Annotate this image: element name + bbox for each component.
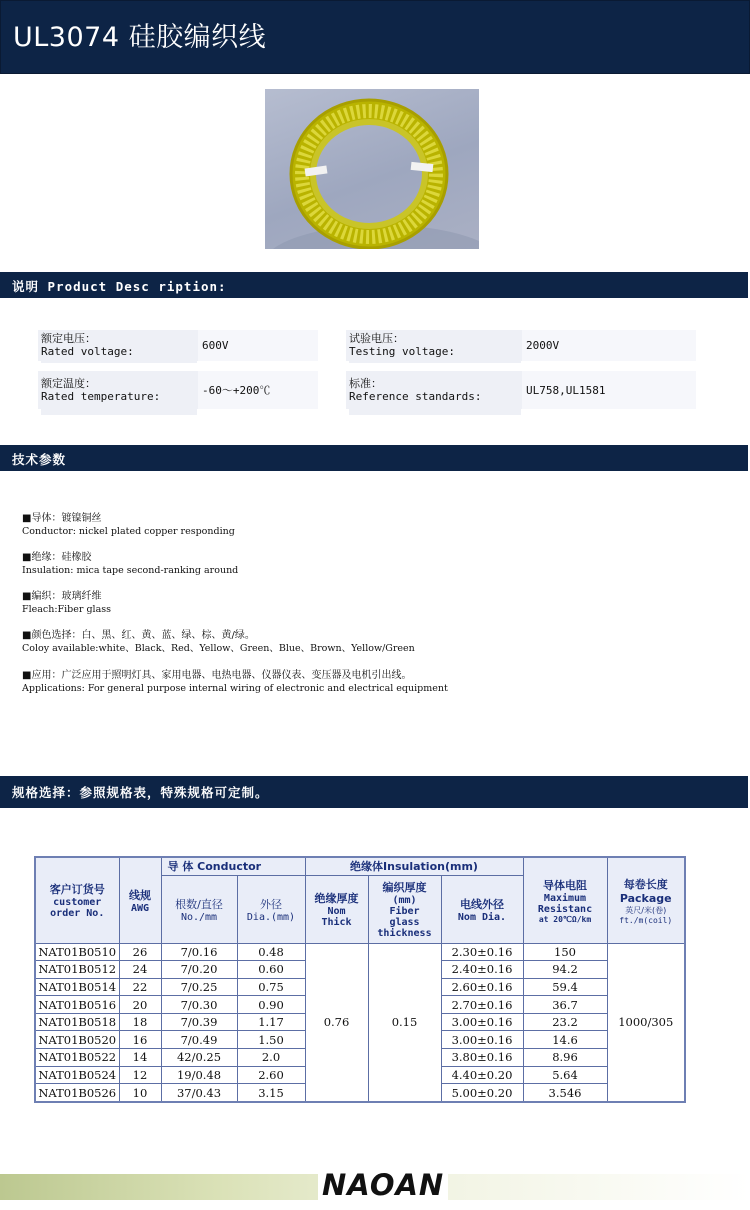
cell-strands: 7/0.20 (161, 961, 237, 979)
cell-strands: 7/0.49 (161, 1031, 237, 1049)
section-title: 规格选择：参照规格表，特殊规格可定制。 (12, 785, 269, 800)
cell-order: NAT01B0526 (35, 1084, 119, 1102)
spec-label-cn: 试验电压： (349, 332, 404, 345)
cell-od: 2.70±0.16 (441, 996, 523, 1014)
cell-od: 2.40±0.16 (441, 961, 523, 979)
product-photo (265, 89, 479, 249)
header-order: 客户订货号 customer order No. (35, 857, 119, 943)
spec-label-cn: 额定电压： (41, 332, 96, 345)
cell-awg: 16 (119, 1031, 161, 1049)
spec-table (34, 856, 686, 1103)
spec-value: 2000V (522, 330, 696, 361)
spec-value: -60～+200℃ (198, 371, 318, 409)
cell-dia: 1.50 (237, 1031, 305, 1049)
section-bar-tech (0, 445, 748, 471)
cell-dia: 0.60 (237, 961, 305, 979)
param-braid: ■编织：玻璃纤维 Fleach:Fiber glass (22, 591, 111, 615)
section-bar-selection (0, 776, 748, 808)
cell-order: NAT01B0512 (35, 961, 119, 979)
header-package: 每卷长度 Package 英尺/米(卷) ft./m(coil) (607, 857, 685, 943)
cell-ins-thick: 0.76 (305, 943, 368, 1102)
param-insulation: ■绝缘：硅橡胶 Insulation: mica tape second-ranking around (22, 552, 239, 576)
header-braid: 编织厚度 (mm) Fiber glass thickness (368, 875, 441, 943)
cell-dia: 2.60 (237, 1066, 305, 1084)
cell-strands: 7/0.16 (161, 943, 237, 961)
cell-awg: 26 (119, 943, 161, 961)
cell-dia: 0.48 (237, 943, 305, 961)
cell-od: 5.00±0.20 (441, 1084, 523, 1102)
cell-resistance: 8.96 (523, 1049, 607, 1067)
header-awg: 线规 AWG (119, 857, 161, 943)
cell-od: 3.00±0.16 (441, 1031, 523, 1049)
spec-label-en: Rated temperature: (41, 390, 161, 403)
cell-od: 3.80±0.16 (441, 1049, 523, 1067)
spec-testing-voltage (346, 330, 696, 361)
spec-label-cn: 额定温度： (41, 377, 96, 390)
header-ins-thick: 绝缘厚度 Nom Thick (305, 875, 368, 943)
section-bar-description (0, 272, 748, 298)
cell-dia: 0.90 (237, 996, 305, 1014)
page-title: UL3074 硅胶编织线 (13, 22, 267, 53)
brand-logo-text: NAOAN (322, 1168, 445, 1202)
cell-awg: 24 (119, 961, 161, 979)
spec-label-cn: 标准： (349, 377, 382, 390)
cell-od: 2.60±0.16 (441, 978, 523, 996)
cell-resistance: 59.4 (523, 978, 607, 996)
cable-coil-image (265, 89, 479, 249)
spec-value: UL758,UL1581 (522, 371, 696, 409)
cell-strands: 7/0.39 (161, 1013, 237, 1031)
spec-value: 600V (198, 330, 318, 361)
cell-strands: 7/0.25 (161, 978, 237, 996)
section-title: 技术参数 (12, 452, 67, 467)
cell-order: NAT01B0522 (35, 1049, 119, 1067)
cell-resistance: 5.64 (523, 1066, 607, 1084)
header-dia: 外径 Dia.(mm) (237, 875, 305, 943)
cell-od: 4.40±0.20 (441, 1066, 523, 1084)
spec-label-en: Rated voltage: (41, 345, 134, 358)
header-insulation: 绝缘体Insulation(mm) (305, 857, 523, 875)
cell-awg: 18 (119, 1013, 161, 1031)
cell-od: 2.30±0.16 (441, 943, 523, 961)
cell-awg: 22 (119, 978, 161, 996)
cell-awg: 10 (119, 1084, 161, 1102)
param-applications: ■应用：广泛应用于照明灯具、家用电器、电热电器、仪器仪表、变压器及电机引出线。 Applications: For general purpose internal wiring of electronic and electrical equipment (22, 670, 448, 694)
cell-order: NAT01B0510 (35, 943, 119, 961)
table-row (35, 943, 685, 961)
header-resistance: 导体电阻 Maximum Resistanc at 20℃Ω/km (523, 857, 607, 943)
cell-dia: 3.15 (237, 1084, 305, 1102)
cell-braid: 0.15 (368, 943, 441, 1102)
spec-label-en: Reference standards: (349, 390, 482, 403)
cell-awg: 14 (119, 1049, 161, 1067)
header-conductor: 导 体 Conductor (161, 857, 305, 875)
cell-strands: 19/0.48 (161, 1066, 237, 1084)
header-od: 电线外径 Nom Dia. (441, 875, 523, 943)
spec-reference-standards (346, 371, 696, 409)
spec-table-body (35, 943, 685, 1102)
cell-resistance: 14.6 (523, 1031, 607, 1049)
cell-resistance: 150 (523, 943, 607, 961)
cell-order: NAT01B0524 (35, 1066, 119, 1084)
cell-package: 1000/305 (607, 943, 685, 1102)
cell-dia: 0.75 (237, 978, 305, 996)
cell-dia: 2.0 (237, 1049, 305, 1067)
param-colors: ■颜色选择：白、黑、红、黄、蓝、绿、棕、黄/绿。 Coloy available:white、Black、Red、Yellow、Green、Blue、Brown、Yellow/Green (22, 630, 415, 654)
cell-awg: 12 (119, 1066, 161, 1084)
brand-logo (318, 1166, 448, 1206)
cell-resistance: 94.2 (523, 961, 607, 979)
spec-rated-temperature (38, 371, 318, 409)
spec-rated-voltage (38, 330, 318, 361)
cell-order: NAT01B0518 (35, 1013, 119, 1031)
cell-awg: 20 (119, 996, 161, 1014)
section-title: 说明 Product Desc ription: (12, 279, 227, 294)
cell-order: NAT01B0514 (35, 978, 119, 996)
cell-resistance: 3.546 (523, 1084, 607, 1102)
param-conductor: ■导体：镀镍铜丝 Conductor: nickel plated copper responding (22, 513, 235, 537)
cell-resistance: 36.7 (523, 996, 607, 1014)
cell-strands: 7/0.30 (161, 996, 237, 1014)
title-bar (0, 0, 750, 74)
cell-order: NAT01B0520 (35, 1031, 119, 1049)
cell-resistance: 23.2 (523, 1013, 607, 1031)
spec-label-en: Testing voltage: (349, 345, 455, 358)
cell-strands: 37/0.43 (161, 1084, 237, 1102)
cell-od: 3.00±0.16 (441, 1013, 523, 1031)
header-strands: 根数/直径 No./mm (161, 875, 237, 943)
cell-strands: 42/0.25 (161, 1049, 237, 1067)
cell-order: NAT01B0516 (35, 996, 119, 1014)
cell-dia: 1.17 (237, 1013, 305, 1031)
